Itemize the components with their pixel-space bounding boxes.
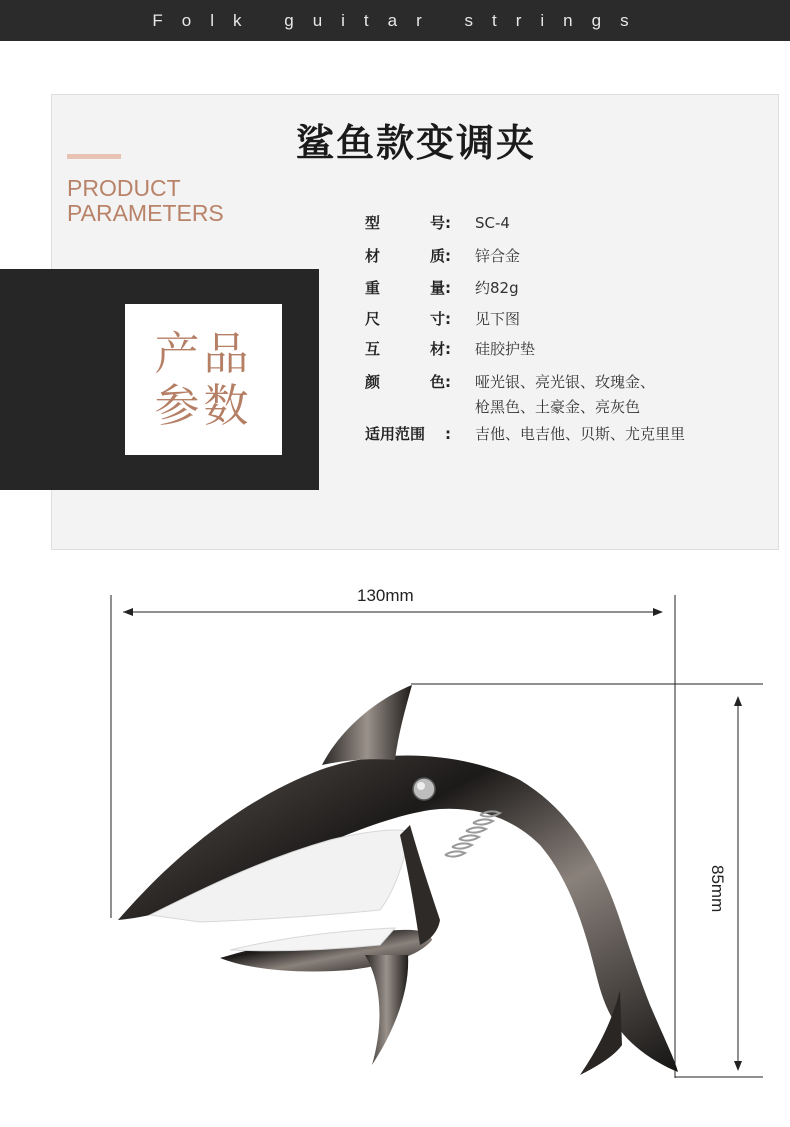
spec-label: 重 量: <box>365 279 451 297</box>
badge-line-1: 产品 <box>154 326 253 380</box>
spec-row-model <box>365 211 510 236</box>
spec-value: 锌合金 <box>475 247 521 265</box>
shark-capo <box>118 685 678 1075</box>
spec-row-usage <box>365 422 685 447</box>
spec-row-material <box>365 244 520 269</box>
spec-row-weight <box>365 276 519 301</box>
capo-illustration <box>0 560 790 1123</box>
spec-row-size <box>365 307 520 332</box>
spec-label: 型 号: <box>365 214 451 232</box>
spec-label: 尺 寸: <box>365 310 451 328</box>
dimension-drawing <box>0 560 790 1123</box>
product-parameters-heading: PRODUCT PARAMETERS <box>67 175 224 226</box>
top-banner: Folk guitar strings <box>0 0 790 41</box>
height-dimension-label: 85mm <box>708 865 727 913</box>
spec-value: 哑光银、亮光银、玫瑰金、 枪黑色、土豪金、亮灰色 <box>475 373 656 416</box>
spec-label: 互 材: <box>365 340 451 358</box>
spec-value: 硅胶护垫 <box>475 340 536 358</box>
width-dimension-label: 130mm <box>357 586 414 605</box>
spec-row-pad <box>365 337 535 362</box>
spec-label: 颜 色: <box>365 373 451 391</box>
spec-value: 约82g <box>475 279 519 297</box>
badge-line-2: 参数 <box>154 378 253 432</box>
parameters-badge <box>125 304 282 455</box>
spec-value: 吉他、电吉他、贝斯、尤克里里 <box>475 425 686 443</box>
spec-label: 材 质: <box>365 247 451 265</box>
spec-value: SC-4 <box>475 214 510 232</box>
spec-row-color <box>365 370 655 420</box>
spec-value: 见下图 <box>475 310 521 328</box>
page-title: 鲨鱼款变调夹 <box>295 121 536 165</box>
accent-divider <box>67 154 121 159</box>
spec-label: 适用范围 : <box>365 425 451 443</box>
